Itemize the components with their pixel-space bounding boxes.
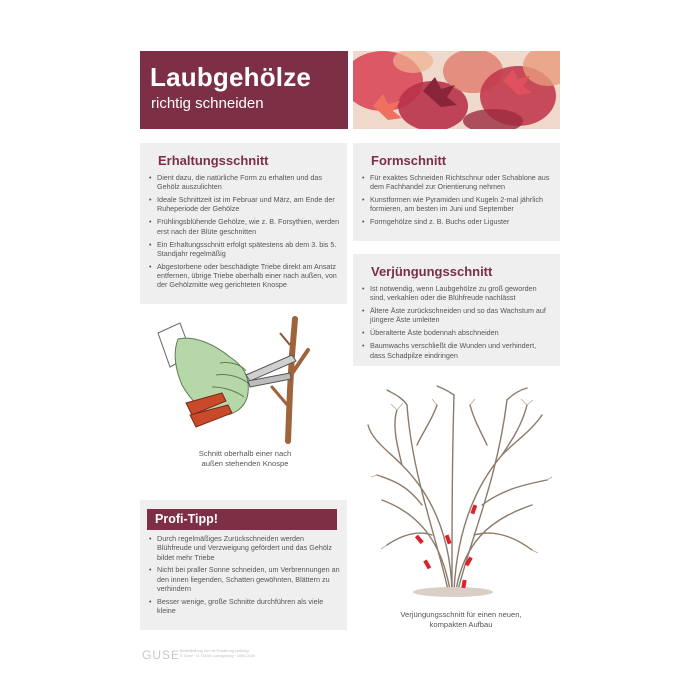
formschnitt-panel <box>353 143 560 241</box>
page-title: Laubgehölze <box>150 62 312 92</box>
erhaltungsschnitt-panel <box>140 143 347 304</box>
shrub-caption-line2: kompakten Aufbau <box>429 620 493 629</box>
footer-line1: Bestellfaltung nur mit Erstattung zulässig <box>180 649 249 653</box>
list-item: • Für exaktes Schneiden Richtschnur oder Schablone aus dem Fachhandel zur Orientierung nehmen <box>361 173 553 192</box>
verjuengungsschnitt-heading: Verjüngungsschnitt <box>371 264 493 279</box>
formschnitt-heading: Formschnitt <box>371 153 447 168</box>
autumn-leaves-photo <box>353 51 560 129</box>
verjuengungsschnitt-panel <box>353 254 560 366</box>
list-item: • Ein Erhaltungsschnitt erfolgt spätestens ab dem 3. bis 5. Standjahr regelmäßig <box>148 240 340 259</box>
list-item: • Ideale Schnittzeit ist im Februar und März, am Ende der Ruheperiode der Gehölze <box>148 195 340 214</box>
shears-caption <box>165 449 325 469</box>
erhaltungsschnitt-list <box>148 173 340 293</box>
list-item: • Abgestorbene oder beschädigte Triebe direkt am Ansatz entfernen, übrige Triebe oberhalb einer nach außen, von der Gehölzmitte weg gerichteten Knospe <box>148 262 340 290</box>
footer-imprint <box>180 649 300 659</box>
list-item: • Besser wenige, große Schnitte durchführen als viele kleine <box>148 597 340 616</box>
pruning-shears-illustration <box>150 315 350 445</box>
hand-with-shears-icon <box>150 315 350 445</box>
list-item: • Nicht bei praller Sonne schneiden, um Verbrennungen an den innen liegenden, Schatten gewöhnten, Blättern zu verhindern <box>148 565 340 593</box>
brand-logo: GUSE <box>142 648 181 662</box>
shears-caption-line2: außen stehenden Knospe <box>201 459 289 468</box>
list-item: • Ist notwendig, wenn Laubgehölze zu groß geworden sind, verkahlen oder die Blühfreude nachlässt <box>361 284 553 303</box>
list-item: • Formgehölze sind z. B. Buchs oder Liguster <box>361 217 553 226</box>
page-subtitle: richtig schneiden <box>151 95 264 112</box>
footer-line2: © Guse · D-71640 Ludwigsburg · 1404-0030 <box>180 654 255 658</box>
list-item: • Frühlingsblühende Gehölze, wie z. B. Forsythien, werden erst nach der Blüte geschnitten <box>148 217 340 236</box>
shrub-caption-line1: Verjüngungsschnitt für einen neuen, <box>400 610 522 619</box>
verjuengungsschnitt-list <box>361 284 553 363</box>
list-item: • Durch regelmäßiges Zurückschneiden werden Blühfreude und Verzweigung gefördert und das Gehölz bildet mehr Triebe <box>148 534 340 562</box>
profi-tipp-list <box>148 534 340 619</box>
list-item: • Überalterte Äste bodennah abschneiden <box>361 328 553 337</box>
shears-caption-line1: Schnitt oberhalb einer nach <box>198 449 292 458</box>
shrub-caption <box>386 610 536 630</box>
list-item: • Ältere Äste zurückschneiden und so das Wachstum auf jüngere Äste umleiten <box>361 306 553 325</box>
shrub-icon <box>362 385 554 600</box>
profi-tipp-banner <box>147 509 337 530</box>
list-item: • Baumwachs verschließt die Wunden und verhindert, dass Schadpilze eindringen <box>361 341 553 360</box>
list-item: • Kunstformen wie Pyramiden und Kugeln 2-mal jährlich formieren, am besten im Juni und September <box>361 195 553 214</box>
list-item: • Dient dazu, die natürliche Form zu erhalten und das Gehölz auszulichten <box>148 173 340 192</box>
formschnitt-list <box>361 173 553 230</box>
erhaltungsschnitt-heading: Erhaltungsschnitt <box>158 153 269 168</box>
profi-tipp-heading: Profi-Tipp! <box>155 512 218 526</box>
shrub-illustration <box>362 385 554 600</box>
